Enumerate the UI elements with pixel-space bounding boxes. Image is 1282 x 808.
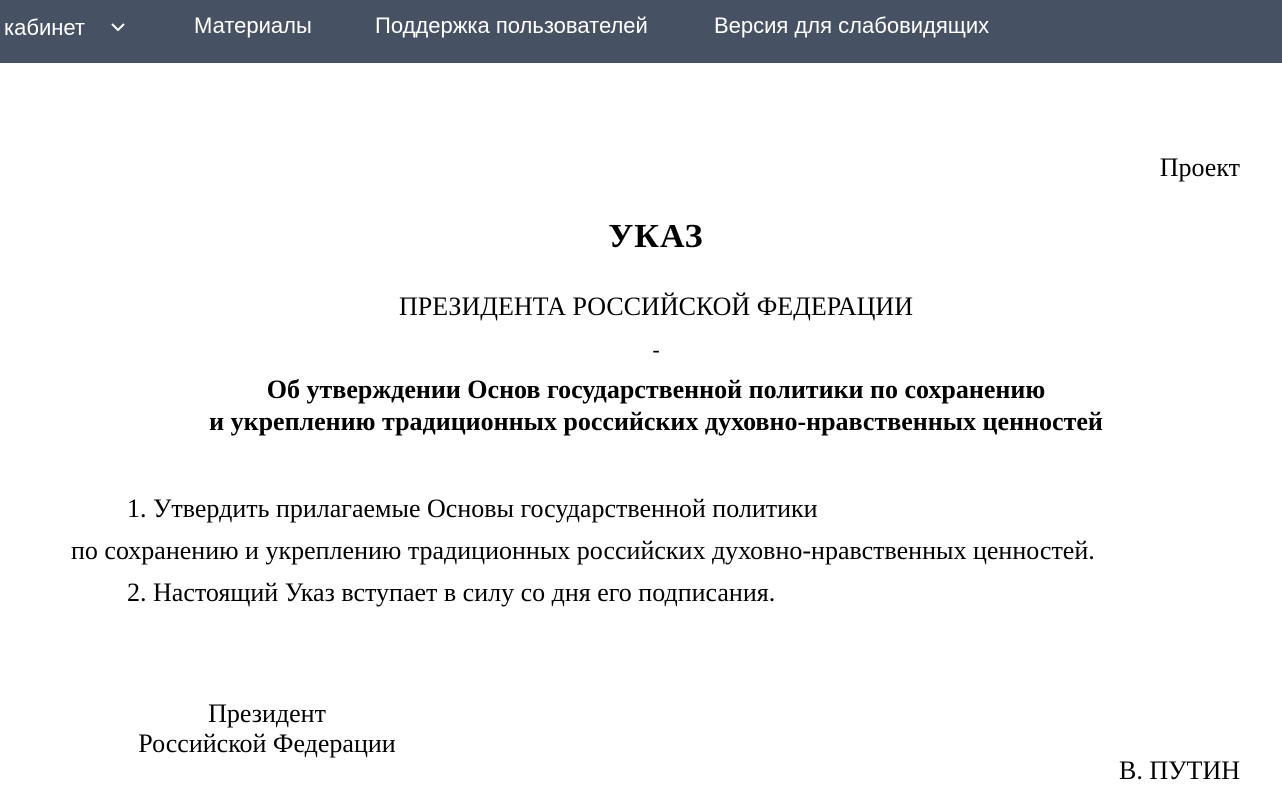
nav-link-accessible-version[interactable]: Версия для слабовидящих: [714, 13, 990, 38]
document-body: [0, 63, 1282, 808]
nav-link-materials[interactable]: Материалы: [194, 13, 312, 38]
document-number: -: [652, 337, 660, 362]
document-issuer: ПРЕЗИДЕНТА РОССИЙСКОЙ ФЕДЕРАЦИИ: [399, 292, 913, 321]
nav-cabinet-menu[interactable]: кабинет: [4, 15, 85, 40]
document-title-line: и укреплению традиционных российских духовно-нравственных ценностей: [209, 407, 1103, 436]
document-status: Проект: [1159, 153, 1240, 182]
signatory-position-line: Российской Федерации: [138, 729, 396, 758]
signatory-position: [127, 699, 407, 759]
document-title-line: Об утверждении Основ государственной политики по сохранению: [266, 375, 1046, 404]
chevron-down-icon[interactable]: [108, 19, 128, 35]
nav-link-user-support[interactable]: Поддержка пользователей: [375, 13, 648, 38]
clause-2: 2. Настоящий Указ вступает в силу со дня его подписания.: [127, 578, 776, 607]
clause-1-line-2: по сохранению и укреплению традиционных российских духовно-нравственных ценностей.: [71, 536, 1095, 565]
document-type: УКАЗ: [608, 218, 704, 255]
top-navigation: [0, 0, 1282, 63]
signatory-position-line: Президент: [208, 699, 326, 728]
signatory-name: В. ПУТИН: [1119, 756, 1240, 785]
clause-1-line-1: 1. Утвердить прилагаемые Основы государственной политики: [127, 494, 818, 523]
document-title: [0, 374, 1282, 438]
